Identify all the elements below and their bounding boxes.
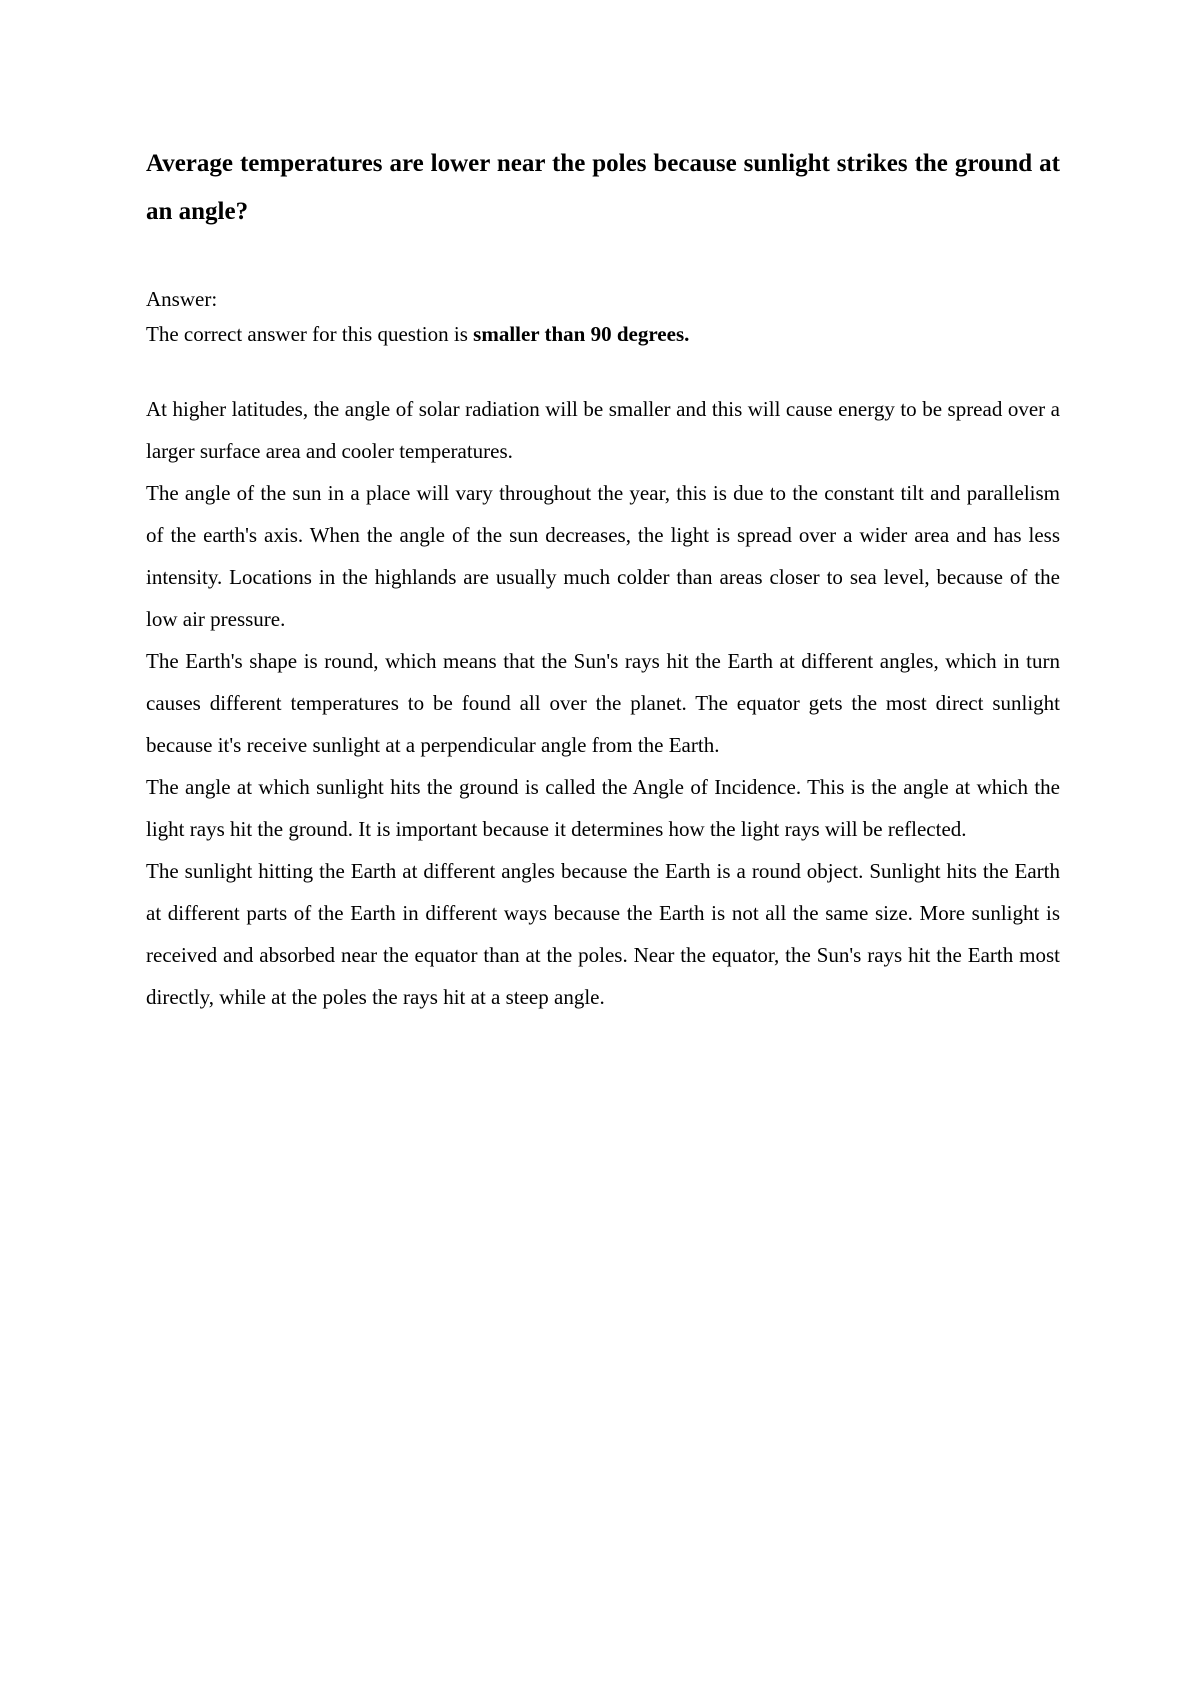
answer-intro: The correct answer for this question is: [146, 322, 474, 346]
answer-label: Answer:: [146, 287, 218, 311]
answer-line: [146, 316, 1060, 352]
paragraph: The angle at which sunlight hits the ground is called the Angle of Incidence. This is the angle at which the light rays hit the ground. It is important because it determines how the light rays will be reflected.: [146, 775, 1060, 841]
paragraph: The Earth's shape is round, which means that the Sun's rays hit the Earth at different angles, which in turn causes different temperatures to be found all over the planet. The equator gets the most direct sunlight because it's receive sunlight at a perpendicular angle from the Earth.: [146, 649, 1060, 757]
paragraph: The angle of the sun in a place will vary throughout the year, this is due to the constant tilt and parallelism of the earth's axis. When the angle of the sun decreases, the light is spread over a wider area and has less intensity. Locations in the highlands are usually much colder than areas closer to sea level, because of the low air pressure.: [146, 481, 1060, 631]
paragraph: The sunlight hitting the Earth at different angles because the Earth is a round object. Sunlight hits the Earth at different parts of the Earth in different ways because the Earth is not all the same size. More sunlight is received and absorbed near the equator than at the poles. Near the equator, the Sun's rays hit the Earth most directly, while at the poles the rays hit at a steep angle.: [146, 859, 1060, 1009]
question-title: Average temperatures are lower near the poles because sunlight strikes the ground at an angle?: [146, 150, 1060, 225]
explanation-body: [146, 388, 1060, 1018]
answer-value: smaller than 90 degrees.: [473, 322, 690, 346]
document-page: [146, 140, 1060, 1018]
paragraph: At higher latitudes, the angle of solar radiation will be smaller and this will cause energy to be spread over a larger surface area and cooler temperatures.: [146, 397, 1060, 463]
